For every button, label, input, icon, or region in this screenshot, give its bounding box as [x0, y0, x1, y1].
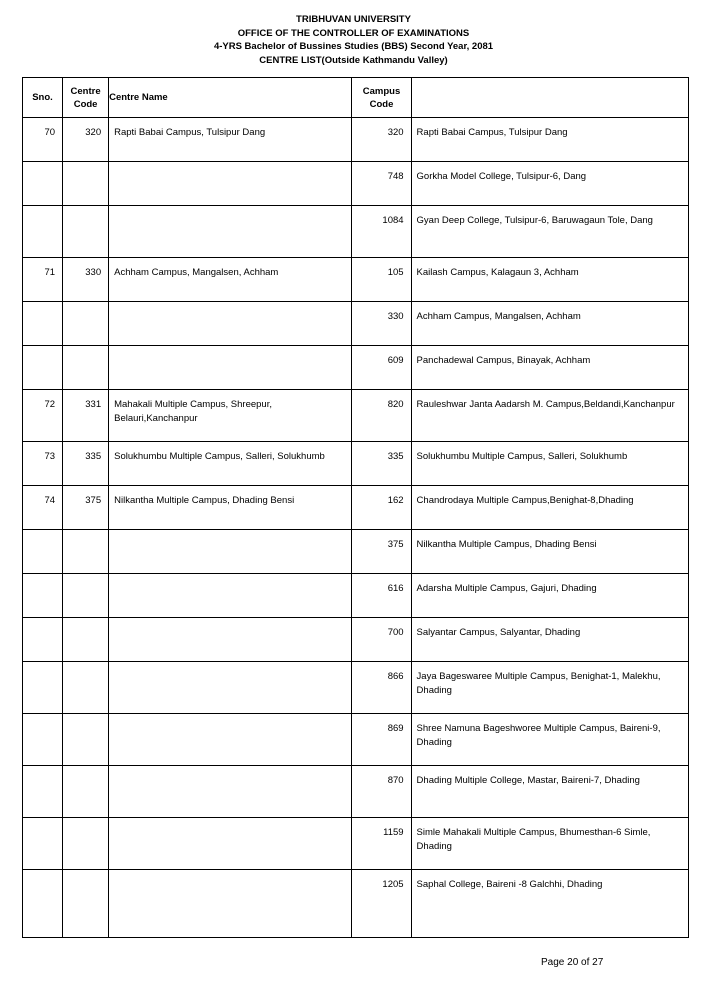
row-campus-code: 1084	[352, 206, 411, 258]
row-sno: 73	[23, 442, 63, 486]
row-campus-code: 105	[352, 258, 411, 302]
row-centre-name	[109, 662, 352, 714]
row-centre-name	[109, 766, 352, 818]
row-campus-code: 820	[352, 390, 411, 442]
row-campus-code: 700	[352, 618, 411, 662]
row-sno	[23, 206, 63, 258]
university-name: TRIBHUVAN UNIVERSITY	[296, 14, 411, 25]
row-centre-name: Mahakali Multiple Campus, Shreepur, Belauri,Kanchanpur	[109, 390, 352, 442]
row-campus-name: Saphal College, Baireni -8 Galchhi, Dhading	[411, 870, 688, 938]
table-row	[23, 118, 689, 162]
row-campus-code: 375	[352, 530, 411, 574]
row-centre-name	[109, 714, 352, 766]
row-centre-code	[63, 714, 109, 766]
row-sno	[23, 714, 63, 766]
row-campus-name: Gyan Deep College, Tulsipur-6, Baruwagaun Tole, Dang	[411, 206, 688, 258]
page-number: Page 20 of 27	[541, 957, 604, 968]
row-campus-code: 162	[352, 486, 411, 530]
row-campus-name: Dhading Multiple College, Mastar, Baireni-7, Dhading	[411, 766, 688, 818]
header-centre-name: Centre Name	[109, 78, 352, 118]
table-row	[23, 766, 689, 818]
table-row	[23, 714, 689, 766]
row-centre-code: 330	[63, 258, 109, 302]
header-campus-name	[411, 78, 688, 118]
row-centre-code: 320	[63, 118, 109, 162]
row-centre-name: Solukhumbu Multiple Campus, Salleri, Solukhumb	[109, 442, 352, 486]
row-sno	[23, 530, 63, 574]
table-row	[23, 486, 689, 530]
office-name: OFFICE OF THE CONTROLLER OF EXAMINATIONS	[237, 27, 470, 39]
row-centre-name: Nilkantha Multiple Campus, Dhading Bensi	[109, 486, 352, 530]
row-centre-code	[63, 302, 109, 346]
row-campus-name: Chandrodaya Multiple Campus,Benighat-8,Dhading	[411, 486, 688, 530]
row-centre-name	[109, 162, 352, 206]
exam-title: 4-YRS Bachelor of Bussines Studies (BBS) Second Year, 2081	[213, 41, 494, 52]
row-centre-name	[109, 346, 352, 390]
table-row	[23, 870, 689, 938]
row-campus-name: Nilkantha Multiple Campus, Dhading Bensi	[411, 530, 688, 574]
list-title: CENTRE LIST(Outside Kathmandu Valley)	[259, 54, 448, 66]
row-sno	[23, 818, 63, 870]
row-centre-name	[109, 818, 352, 870]
row-centre-name	[109, 870, 352, 938]
row-centre-name: Rapti Babai Campus, Tulsipur Dang	[109, 118, 352, 162]
table-header-row	[23, 78, 689, 118]
row-centre-code: 331	[63, 390, 109, 442]
row-sno	[23, 662, 63, 714]
row-centre-code	[63, 346, 109, 390]
row-centre-name	[109, 574, 352, 618]
row-centre-code	[63, 530, 109, 574]
row-sno	[23, 302, 63, 346]
row-sno	[23, 618, 63, 662]
row-centre-code	[63, 766, 109, 818]
header-campus-code: Campus Code	[352, 78, 411, 118]
row-sno	[23, 574, 63, 618]
row-campus-code: 869	[352, 714, 411, 766]
table-row	[23, 818, 689, 870]
row-campus-name: Achham Campus, Mangalsen, Achham	[411, 302, 688, 346]
row-centre-code: 375	[63, 486, 109, 530]
table-row	[23, 162, 689, 206]
row-centre-code	[63, 206, 109, 258]
row-sno: 71	[23, 258, 63, 302]
header-sno: Sno.	[23, 78, 63, 118]
row-campus-name: Rauleshwar Janta Aadarsh M. Campus,Beldandi,Kanchanpur	[411, 390, 688, 442]
row-campus-name: Panchadewal Campus, Binayak, Achham	[411, 346, 688, 390]
table-row	[23, 442, 689, 486]
row-campus-name: Jaya Bageswaree Multiple Campus, Benighat-1, Malekhu, Dhading	[411, 662, 688, 714]
row-campus-name: Salyantar Campus, Salyantar, Dhading	[411, 618, 688, 662]
row-campus-code: 1159	[352, 818, 411, 870]
row-campus-code: 748	[352, 162, 411, 206]
row-campus-code: 616	[352, 574, 411, 618]
row-sno	[23, 346, 63, 390]
table-row	[23, 390, 689, 442]
row-campus-name: Gorkha Model College, Tulsipur-6, Dang	[411, 162, 688, 206]
row-centre-code	[63, 618, 109, 662]
row-campus-code: 866	[352, 662, 411, 714]
row-campus-code: 870	[352, 766, 411, 818]
table-row	[23, 618, 689, 662]
document-header	[0, 13, 707, 67]
table-row	[23, 662, 689, 714]
row-centre-name	[109, 206, 352, 258]
row-centre-code: 335	[63, 442, 109, 486]
row-centre-code	[63, 870, 109, 938]
row-campus-name: Simle Mahakali Multiple Campus, Bhumesthan-6 Simle, Dhading	[411, 818, 688, 870]
table-row	[23, 530, 689, 574]
centre-list-table	[22, 77, 689, 938]
row-centre-name	[109, 302, 352, 346]
row-campus-code: 1205	[352, 870, 411, 938]
row-campus-name: Rapti Babai Campus, Tulsipur Dang	[411, 118, 688, 162]
row-centre-code	[63, 662, 109, 714]
row-sno	[23, 766, 63, 818]
row-campus-code: 330	[352, 302, 411, 346]
table-row	[23, 206, 689, 258]
row-sno	[23, 870, 63, 938]
row-centre-name	[109, 618, 352, 662]
row-campus-code: 609	[352, 346, 411, 390]
row-campus-code: 320	[352, 118, 411, 162]
table-row	[23, 302, 689, 346]
row-centre-code	[63, 818, 109, 870]
row-sno: 74	[23, 486, 63, 530]
row-campus-name: Adarsha Multiple Campus, Gajuri, Dhading	[411, 574, 688, 618]
row-centre-name	[109, 530, 352, 574]
table-row	[23, 346, 689, 390]
header-centre-code: Centre Code	[63, 78, 109, 118]
row-campus-name: Shree Namuna Bageshworee Multiple Campus, Baireni-9, Dhading	[411, 714, 688, 766]
row-centre-code	[63, 162, 109, 206]
row-campus-name: Solukhumbu Multiple Campus, Salleri, Solukhumb	[411, 442, 688, 486]
table-row	[23, 574, 689, 618]
row-sno: 70	[23, 118, 63, 162]
row-sno	[23, 162, 63, 206]
row-campus-code: 335	[352, 442, 411, 486]
table-row	[23, 258, 689, 302]
row-centre-code	[63, 574, 109, 618]
row-centre-name: Achham Campus, Mangalsen, Achham	[109, 258, 352, 302]
row-sno: 72	[23, 390, 63, 442]
row-campus-name: Kailash Campus, Kalagaun 3, Achham	[411, 258, 688, 302]
